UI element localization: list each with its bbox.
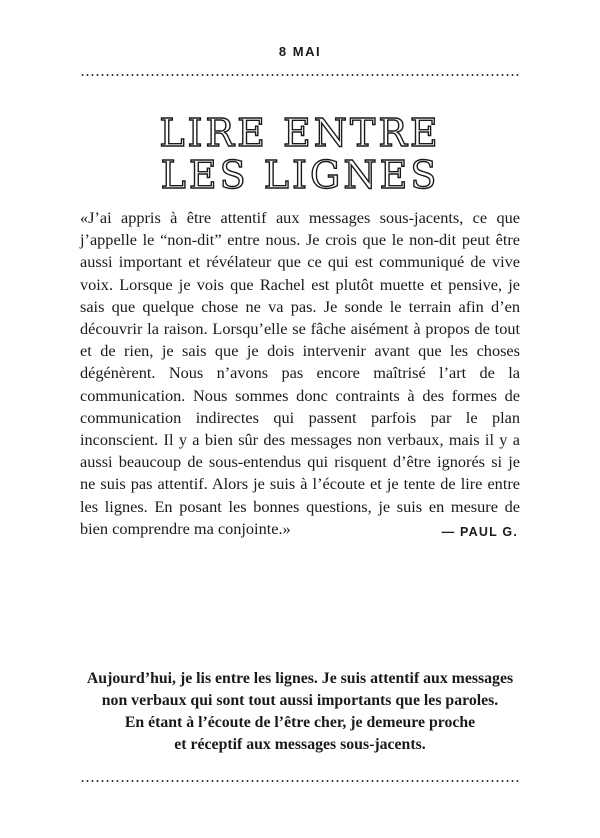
- page-title: [0, 112, 600, 196]
- daily-affirmation: [60, 668, 540, 756]
- affirmation-line-3: En étant à l’écoute de l’être cher, je demeure proche: [124, 714, 476, 731]
- date-heading: 8 MAI: [278, 44, 322, 59]
- quote-paragraph: «J’ai appris à être attentif aux messages sous-jacents, ce que j’appelle le “non-dit” entre nous. Je crois que le non-dit peut être aussi important et révélateur que ce qui est communiqué de vive voix. Lorsque je vois que Rachel est plutôt muette et pensive, je sais que quelque chose ne va pas. Je sonde le terrain afin d’en découvrir la raison. Lorsqu’elle se fâche aisément à propos de tout et de rien, je sais que je dois intervenir avant que les choses dégénèrent. Nous n’avons pas encore maîtrisé l’art de la communication. Nous sommes donc contraints à des formes de communication indirectes qui passent parfois par le plan inconscient. Il y a bien sûr des messages non verbaux, mais il y a aussi beaucoup de sous-entendus qui risquent d’être ignorés si je ne suis pas attentif. Alors je suis à l’écoute et je tente de lire entre les lignes. En posant les bonnes questions, je suis en mesure de bien comprendre ma conjointe.»: [80, 208, 520, 538]
- title-line-1: LIRE ENTRE: [159, 111, 441, 155]
- quote-author: — PAUL G.: [441, 525, 518, 539]
- affirmation-line-4: et réceptif aux messages sous-jacents.: [174, 736, 426, 753]
- bottom-dotted-divider: [80, 780, 520, 782]
- top-dotted-divider: [80, 74, 520, 76]
- title-line-2: LES LIGNES: [160, 153, 440, 197]
- affirmation-line-1: Aujourd’hui, je lis entre les lignes. Je suis attentif aux messages: [86, 670, 514, 687]
- affirmation-line-2: non verbaux qui sont tout aussi importants que les paroles.: [101, 692, 499, 709]
